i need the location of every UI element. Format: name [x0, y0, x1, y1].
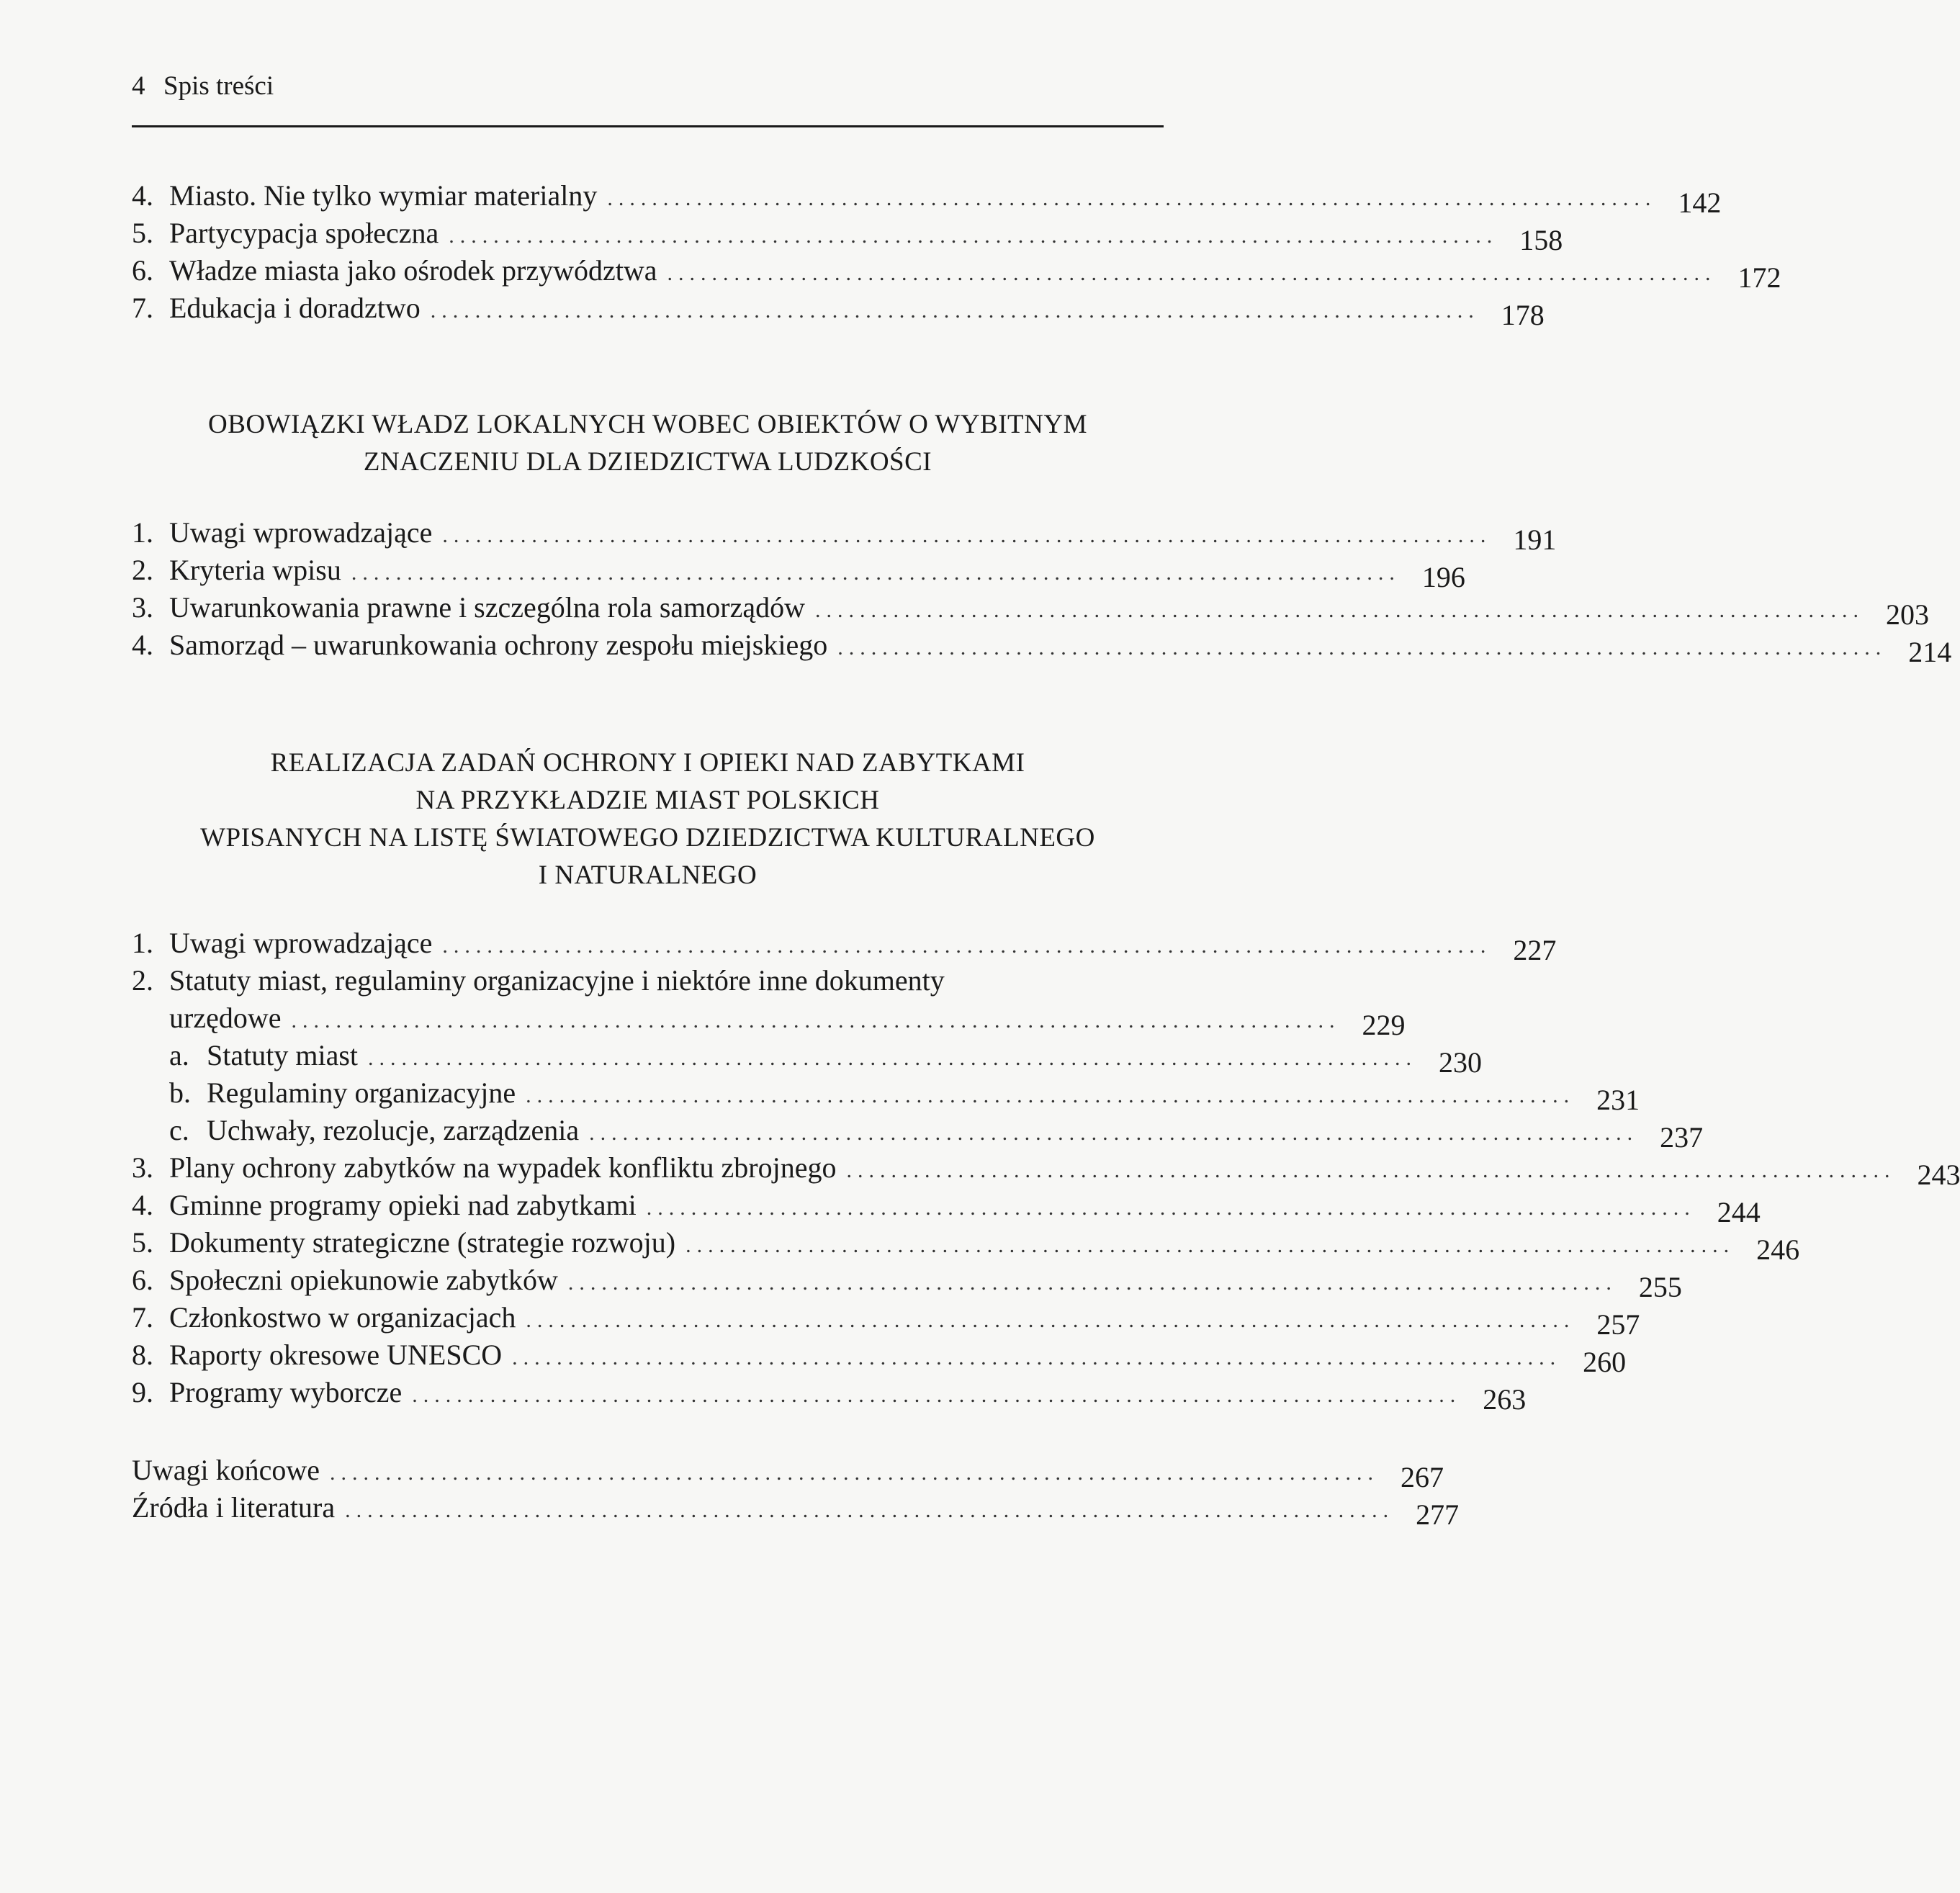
entry-page: 237	[1660, 1121, 1704, 1154]
toc-entry[interactable]	[132, 925, 1557, 966]
section-heading-2	[132, 406, 1164, 481]
entry-number: 7.	[132, 1301, 153, 1334]
dot-leader: ..............................................................................................	[526, 1308, 1575, 1332]
entry-number: 3.	[132, 1151, 153, 1184]
dot-leader: ..............................................................................................	[442, 934, 1492, 958]
entry-title: Samorząd – uwarunkowania ochrony zespołu miejskiego	[169, 629, 828, 661]
toc-section-2	[132, 514, 1952, 668]
entry-number: 3.	[132, 591, 153, 624]
entry-title: Uchwały, rezolucje, zarządzenia	[207, 1114, 580, 1146]
toc-subentry[interactable]	[132, 1112, 1704, 1154]
dot-leader: ..............................................................................................	[412, 1383, 1462, 1407]
entry-number: 9.	[132, 1376, 153, 1408]
entry-number: a.	[169, 1039, 189, 1071]
toc-entry[interactable]	[132, 1262, 1682, 1303]
entry-page: 196	[1421, 561, 1465, 593]
toc-entry[interactable]	[132, 552, 1465, 593]
entry-title: Edukacja i doradztwo	[169, 292, 421, 324]
toc-entry[interactable]	[132, 626, 1952, 668]
entry-title: Regulaminy organizacyjne	[207, 1076, 516, 1109]
dot-leader: ..............................................................................................	[567, 1271, 1617, 1295]
entry-number: 1.	[132, 927, 153, 959]
toc-subentry[interactable]	[132, 1074, 1640, 1116]
toc-section-4	[132, 1452, 1460, 1531]
heading-line: NA PRZYKŁADZIE MIAST POLSKICH	[415, 786, 880, 815]
dot-leader: ..............................................................................................	[667, 261, 1717, 285]
entry-page: 142	[1678, 186, 1722, 219]
entry-page: 257	[1596, 1308, 1640, 1341]
toc-subentry[interactable]	[132, 1037, 1482, 1079]
section-heading-3	[132, 745, 1164, 894]
entry-title: Dokumenty strategiczne (strategie rozwoju)	[169, 1226, 676, 1259]
entry-page: 244	[1717, 1196, 1761, 1228]
dot-leader: ..............................................................................................	[291, 1009, 1341, 1033]
entry-number: 2.	[132, 554, 153, 586]
entry-page: 203	[1885, 598, 1929, 631]
entry-page: 230	[1439, 1046, 1482, 1079]
entry-title: Kryteria wpisu	[169, 554, 341, 586]
entry-title: Statuty miast	[207, 1039, 358, 1071]
entry-page: 231	[1596, 1084, 1640, 1116]
entry-page: 267	[1401, 1461, 1444, 1493]
entry-title: urzędowe	[169, 1002, 282, 1034]
dot-leader: ..............................................................................................	[846, 1159, 1896, 1182]
toc-section-1	[132, 177, 1781, 331]
toc-entry[interactable]	[132, 1187, 1761, 1228]
heading-line: ZNACZENIU DLA DZIEDZICTWA LUDZKOŚCI	[363, 447, 932, 477]
heading-line: I NATURALNEGO	[538, 860, 758, 890]
toc-entry[interactable]	[132, 289, 1545, 331]
entry-title: Partycypacja społeczna	[169, 217, 439, 249]
entry-number: 5.	[132, 1226, 153, 1259]
heading-line: OBOWIĄZKI WŁADZ LOKALNYCH WOBEC OBIEKTÓW O WYBITNYM	[207, 410, 1087, 439]
entry-page: 246	[1756, 1233, 1800, 1266]
toc-entry[interactable]	[132, 1336, 1627, 1378]
entry-number: 7.	[132, 292, 153, 324]
running-header	[132, 71, 274, 102]
dot-leader: ..............................................................................................	[526, 1084, 1575, 1107]
dot-leader: ..............................................................................................	[589, 1121, 1639, 1145]
toc-entry[interactable]	[132, 215, 1563, 256]
dot-leader: ..............................................................................................	[512, 1346, 1562, 1370]
dot-leader: ..............................................................................................	[368, 1046, 1417, 1070]
dot-leader: ..............................................................................................	[351, 561, 1401, 585]
entry-number: b.	[169, 1076, 191, 1109]
entry-title: Plany ochrony zabytków na wypadek konfliktu zbrojnego	[169, 1151, 837, 1184]
entry-number: 6.	[132, 254, 153, 287]
header-title: Spis treści	[163, 71, 274, 101]
dot-leader: ..............................................................................................	[814, 598, 1864, 622]
toc-entry[interactable]	[132, 589, 1929, 631]
entry-title: Programy wyborcze	[169, 1376, 403, 1408]
entry-title: Raporty okresowe UNESCO	[169, 1339, 503, 1371]
entry-number: 8.	[132, 1339, 153, 1371]
header-rule	[132, 125, 1164, 127]
dot-leader: ..............................................................................................	[345, 1498, 1395, 1522]
entry-page: 255	[1638, 1271, 1682, 1303]
entry-page: 191	[1513, 523, 1557, 556]
entry-number: 1.	[132, 516, 153, 549]
dot-leader: ..............................................................................................	[330, 1461, 1380, 1485]
toc-entry[interactable]	[132, 1374, 1527, 1416]
toc-entry[interactable]	[132, 1452, 1444, 1493]
entry-page: 277	[1416, 1498, 1460, 1531]
entry-title: Uwarunkowania prawne i szczególna rola samorządów	[169, 591, 805, 624]
entry-number: 2.	[132, 964, 153, 997]
entry-page: 263	[1483, 1383, 1527, 1416]
entry-title: Uwagi końcowe	[132, 1454, 320, 1486]
heading-line: WPISANYCH NA LISTĘ ŚWIATOWEGO DZIEDZICTWA KULTURALNEGO	[200, 823, 1095, 853]
entry-number: c.	[169, 1114, 189, 1146]
entry-title: Miasto. Nie tylko wymiar materialny	[169, 179, 598, 212]
toc-entry-continuation[interactable]	[132, 999, 1406, 1041]
entry-page: 214	[1908, 636, 1952, 668]
toc-entry[interactable]	[132, 177, 1722, 219]
entry-title: Gminne programy opieki nad zabytkami	[169, 1189, 637, 1221]
entry-page: 227	[1513, 934, 1557, 966]
entry-page: 229	[1362, 1009, 1406, 1041]
entry-page: 243	[1917, 1159, 1960, 1191]
toc-entry[interactable]	[132, 1489, 1460, 1531]
entry-number: 4.	[132, 629, 153, 661]
toc-entry[interactable]	[132, 1149, 1960, 1191]
entry-page: 178	[1501, 299, 1545, 331]
entry-title: Społeczni opiekunowie zabytków	[169, 1264, 558, 1296]
entry-number: 4.	[132, 1189, 153, 1221]
entry-title: Uwagi wprowadzające	[169, 516, 433, 549]
heading-line: REALIZACJA ZADAŃ OCHRONY I OPIEKI NAD ZABYTKAMI	[270, 748, 1025, 778]
entry-title: Członkostwo w organizacjach	[169, 1301, 516, 1334]
entry-number: 5.	[132, 217, 153, 249]
toc-entry[interactable]	[132, 962, 1158, 999]
toc-entry[interactable]	[132, 514, 1557, 556]
entry-page: 172	[1738, 261, 1781, 294]
toc-section-3	[132, 925, 1960, 1416]
page-number: 4	[132, 71, 145, 101]
entry-page: 260	[1583, 1346, 1627, 1378]
entry-title: Uwagi wprowadzające	[169, 927, 433, 959]
toc-entry[interactable]	[132, 1299, 1640, 1341]
dot-leader: ..............................................................................................	[646, 1196, 1696, 1220]
entry-number: 6.	[132, 1264, 153, 1296]
dot-leader: ..............................................................................................	[442, 523, 1492, 547]
entry-number: 4.	[132, 179, 153, 212]
dot-leader: ..............................................................................................	[607, 186, 1657, 210]
toc-entry[interactable]	[132, 252, 1781, 294]
dot-leader: ..............................................................................................	[449, 224, 1498, 248]
dot-leader: ..............................................................................................	[430, 299, 1480, 323]
dot-leader: ..............................................................................................	[837, 636, 1887, 660]
dot-leader: ..............................................................................................	[685, 1233, 1735, 1257]
entry-page: 158	[1519, 224, 1563, 256]
entry-title: Statuty miast, regulaminy organizacyjne i niektóre inne dokumenty	[169, 964, 945, 997]
entry-title: Źródła i literatura	[132, 1491, 336, 1524]
entry-title: Władze miasta jako ośrodek przywództwa	[169, 254, 657, 287]
toc-entry[interactable]	[132, 1224, 1800, 1266]
